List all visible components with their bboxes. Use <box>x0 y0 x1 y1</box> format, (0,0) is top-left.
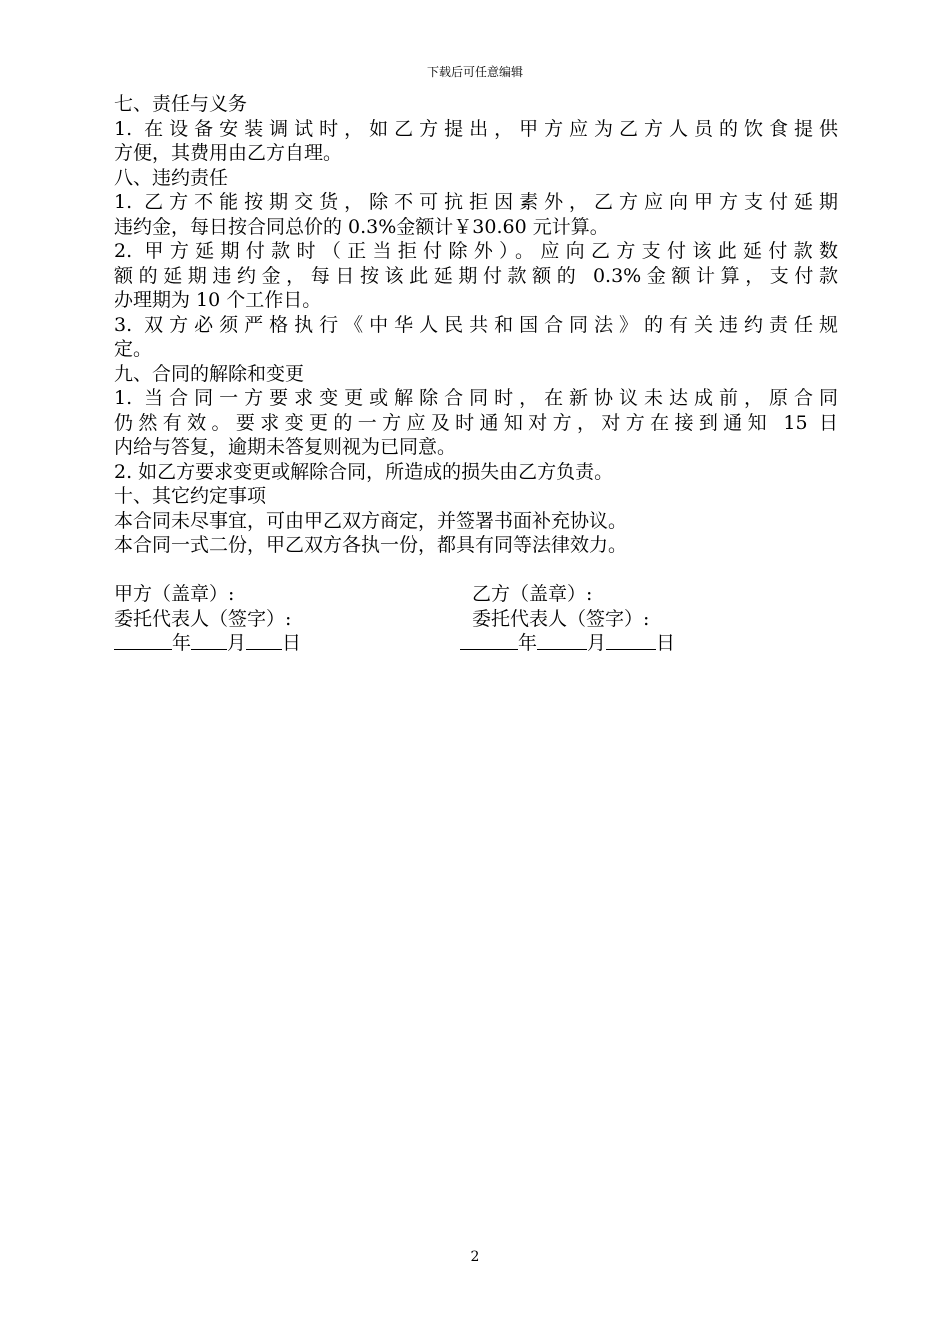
body-line: 十、其它约定事项 <box>114 485 267 507</box>
day-blank <box>606 631 656 650</box>
body-line: 1. 在设备安装调试时，如乙方提出，甲方应为乙方人员的饮食提供 <box>114 117 838 140</box>
day-label: 日 <box>282 632 302 654</box>
page-number: 2 <box>470 1249 480 1265</box>
body-line: 2. 甲方延期付款时（正当拒付除外）。应向乙方支付该此延付款数 <box>114 240 838 262</box>
party-a-seal-label: 甲方（盖章）: <box>114 583 235 605</box>
year-label: 年 <box>518 632 538 654</box>
body-line: 仍然有效。要求变更的一方应及时通知对方，对方在接到通知 15 日 <box>114 411 838 434</box>
signature-date-row <box>114 631 838 656</box>
body-line: 内给与答复，逾期未答复则视为已同意。 <box>114 436 457 458</box>
body-line: 九、合同的解除和变更 <box>114 362 305 385</box>
body-line: 1. 当合同一方要求变更或解除合同时，在新协议未达成前，原合同 <box>114 387 838 409</box>
body-line: 3. 双方必须严格执行《中华人民共和国合同法》的有关违约责任规 <box>114 313 838 336</box>
month-label: 月 <box>587 632 607 654</box>
party-b-date <box>460 631 675 656</box>
month-label: 月 <box>227 632 247 654</box>
party-a-rep-label: 委托代表人（签字）: <box>114 607 292 630</box>
contract-body <box>114 92 838 656</box>
body-line: 本合同未尽事宜，可由甲乙双方商定，并签署书面补充协议。 <box>114 509 628 532</box>
month-blank <box>537 631 587 650</box>
signature-rep-row <box>114 607 838 632</box>
year-blank <box>460 631 518 650</box>
day-label: 日 <box>656 632 676 654</box>
body-line: 本合同一式二份，甲乙双方各执一份，都具有同等法律效力。 <box>114 534 628 556</box>
body-line: 2. 如乙方要求变更或解除合同，所造成的损失由乙方负责。 <box>114 460 614 483</box>
party-a-date <box>114 631 301 656</box>
signature-seal-row <box>114 582 838 607</box>
party-b-rep-label: 委托代表人（签字）: <box>472 607 650 630</box>
body-line: 1. 乙方不能按期交货，除不可抗拒因素外，乙方应向甲方支付延期 <box>114 191 838 213</box>
year-label: 年 <box>172 632 192 654</box>
year-blank <box>114 631 172 650</box>
body-line: 办理期为 10 个工作日。 <box>114 289 322 311</box>
body-line: 违约金，每日按合同总价的 0.3%金额计￥30.60 元计算。 <box>114 215 609 238</box>
body-line: 定。 <box>114 338 153 360</box>
body-line: 八、违约责任 <box>114 166 229 189</box>
month-blank <box>191 631 227 650</box>
body-line: 七、责任与义务 <box>114 93 248 115</box>
body-line: 额的延期违约金，每日按该此延期付款额的 0.3%金额计算，支付款 <box>114 264 838 287</box>
body-line: 方便，其费用由乙方自理。 <box>114 142 343 164</box>
party-b-seal-label: 乙方（盖章）: <box>472 583 593 605</box>
page-header: 下载后可任意编辑 <box>426 65 523 79</box>
day-blank <box>246 631 282 650</box>
